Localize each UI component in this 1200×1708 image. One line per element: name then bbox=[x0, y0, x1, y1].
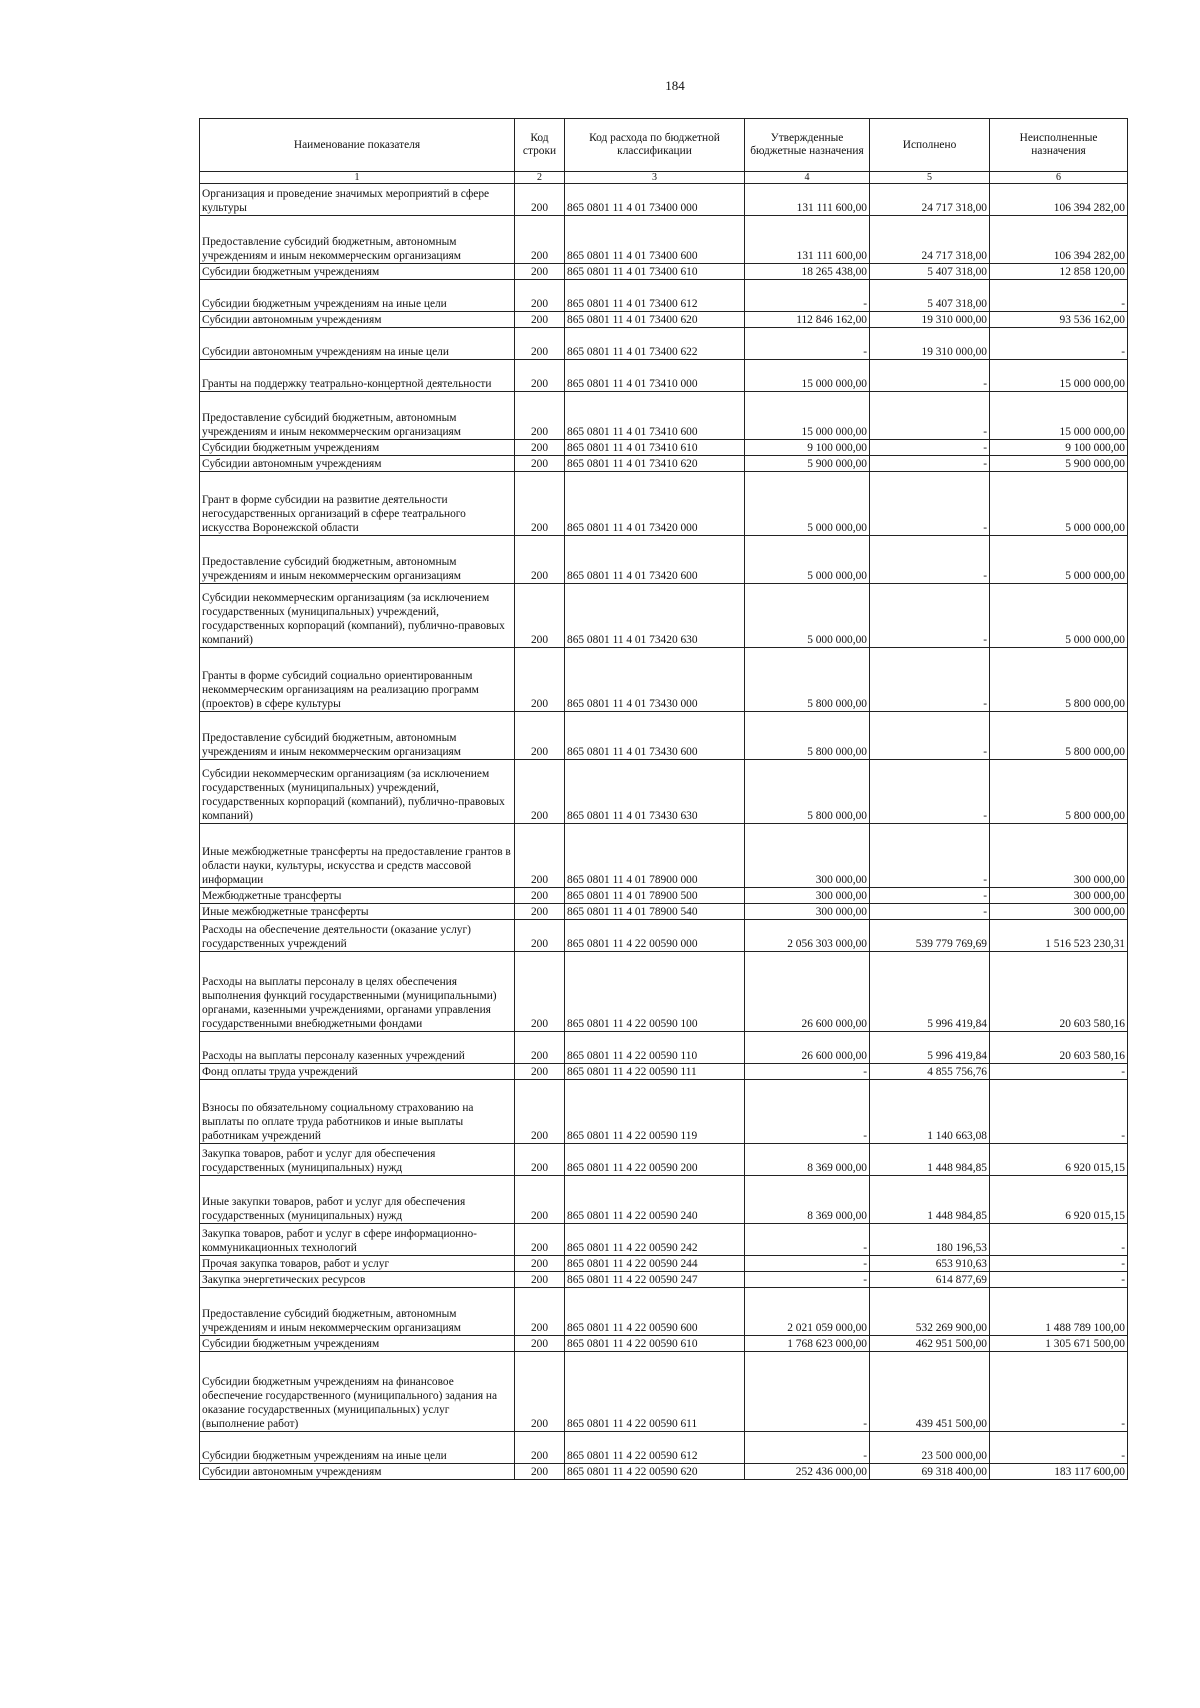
table-row bbox=[200, 760, 1128, 824]
row-name: Расходы на выплаты персоналу в целях обеспечения выполнения функций государственными (муниципальными) органами, казенными учреждениями, органами управления государственными внебюджетными фондами bbox=[200, 952, 515, 1032]
row-classification-code: 865 0801 11 4 22 00590 244 bbox=[565, 1256, 745, 1272]
row-unexecuted: - bbox=[990, 1272, 1128, 1288]
row-line-code: 200 bbox=[515, 280, 565, 312]
row-unexecuted: 5 000 000,00 bbox=[990, 584, 1128, 648]
row-classification-code: 865 0801 11 4 01 73400 600 bbox=[565, 216, 745, 264]
row-executed: - bbox=[870, 360, 990, 392]
row-executed: 5 996 419,84 bbox=[870, 952, 990, 1032]
row-name: Предоставление субсидий бюджетным, автономным учреждениям и иным некоммерческим организациям bbox=[200, 712, 515, 760]
row-approved: - bbox=[745, 1272, 870, 1288]
row-name: Предоставление субсидий бюджетным, автономным учреждениям и иным некоммерческим организациям bbox=[200, 1288, 515, 1336]
row-name: Субсидии бюджетным учреждениям bbox=[200, 1336, 515, 1352]
row-approved: - bbox=[745, 280, 870, 312]
column-number: 2 bbox=[515, 172, 565, 184]
row-line-code: 200 bbox=[515, 1352, 565, 1432]
row-classification-code: 865 0801 11 4 01 73400 620 bbox=[565, 312, 745, 328]
header-unexecuted: Неисполненные назначения bbox=[990, 119, 1128, 172]
row-name: Субсидии бюджетным учреждениям bbox=[200, 440, 515, 456]
row-executed: - bbox=[870, 824, 990, 888]
row-classification-code: 865 0801 11 4 22 00590 119 bbox=[565, 1080, 745, 1144]
table-row bbox=[200, 584, 1128, 648]
row-unexecuted: 93 536 162,00 bbox=[990, 312, 1128, 328]
row-approved: - bbox=[745, 328, 870, 360]
row-executed: - bbox=[870, 456, 990, 472]
row-executed: - bbox=[870, 536, 990, 584]
row-executed: 24 717 318,00 bbox=[870, 216, 990, 264]
row-name: Субсидии автономным учреждениям bbox=[200, 1464, 515, 1480]
table-row bbox=[200, 360, 1128, 392]
column-number: 6 bbox=[990, 172, 1128, 184]
table-row bbox=[200, 1464, 1128, 1480]
row-name: Грант в форме субсидии на развитие деятельности негосударственных организаций в сфере театрального искусства Воронежской области bbox=[200, 472, 515, 536]
row-name: Закупка товаров, работ и услуг в сфере информационно-коммуникационных технологий bbox=[200, 1224, 515, 1256]
row-line-code: 200 bbox=[515, 1432, 565, 1464]
row-line-code: 200 bbox=[515, 1176, 565, 1224]
row-approved: - bbox=[745, 1064, 870, 1080]
row-classification-code: 865 0801 11 4 01 73420 630 bbox=[565, 584, 745, 648]
row-line-code: 200 bbox=[515, 392, 565, 440]
row-line-code: 200 bbox=[515, 1080, 565, 1144]
row-unexecuted: 300 000,00 bbox=[990, 888, 1128, 904]
row-classification-code: 865 0801 11 4 01 73400 000 bbox=[565, 184, 745, 216]
row-line-code: 200 bbox=[515, 1464, 565, 1480]
row-classification-code: 865 0801 11 4 22 00590 612 bbox=[565, 1432, 745, 1464]
row-line-code: 200 bbox=[515, 952, 565, 1032]
row-name: Организация и проведение значимых мероприятий в сфере культуры bbox=[200, 184, 515, 216]
row-executed: - bbox=[870, 760, 990, 824]
row-executed: 1 140 663,08 bbox=[870, 1080, 990, 1144]
row-classification-code: 865 0801 11 4 01 73400 610 bbox=[565, 264, 745, 280]
row-name: Закупка товаров, работ и услуг для обеспечения государственных (муниципальных) нужд bbox=[200, 1144, 515, 1176]
row-name: Субсидии некоммерческим организациям (за исключением государственных (муниципальных) учреждений, государственных корпораций (компаний), публично-правовых компаний) bbox=[200, 760, 515, 824]
row-classification-code: 865 0801 11 4 22 00590 200 bbox=[565, 1144, 745, 1176]
row-approved: 5 000 000,00 bbox=[745, 536, 870, 584]
row-executed: 614 877,69 bbox=[870, 1272, 990, 1288]
table-row bbox=[200, 1064, 1128, 1080]
row-executed: 69 318 400,00 bbox=[870, 1464, 990, 1480]
column-number: 3 bbox=[565, 172, 745, 184]
row-name: Иные межбюджетные трансферты на предоставление грантов в области науки, культуры, искусства и средств массовой информации bbox=[200, 824, 515, 888]
row-unexecuted: 15 000 000,00 bbox=[990, 392, 1128, 440]
row-unexecuted: 20 603 580,16 bbox=[990, 952, 1128, 1032]
row-approved: 131 111 600,00 bbox=[745, 216, 870, 264]
row-line-code: 200 bbox=[515, 1272, 565, 1288]
row-executed: 1 448 984,85 bbox=[870, 1176, 990, 1224]
row-line-code: 200 bbox=[515, 456, 565, 472]
row-unexecuted: - bbox=[990, 1432, 1128, 1464]
row-approved: 2 056 303 000,00 bbox=[745, 920, 870, 952]
row-approved: 26 600 000,00 bbox=[745, 1032, 870, 1064]
table-row bbox=[200, 264, 1128, 280]
row-name: Предоставление субсидий бюджетным, автономным учреждениям и иным некоммерческим организациям bbox=[200, 216, 515, 264]
row-name: Прочая закупка товаров, работ и услуг bbox=[200, 1256, 515, 1272]
table-row bbox=[200, 184, 1128, 216]
row-executed: 5 407 318,00 bbox=[870, 280, 990, 312]
row-line-code: 200 bbox=[515, 760, 565, 824]
row-line-code: 200 bbox=[515, 328, 565, 360]
row-approved: 5 000 000,00 bbox=[745, 584, 870, 648]
row-line-code: 200 bbox=[515, 1224, 565, 1256]
row-line-code: 200 bbox=[515, 712, 565, 760]
table-row bbox=[200, 1176, 1128, 1224]
table-row bbox=[200, 1432, 1128, 1464]
row-classification-code: 865 0801 11 4 22 00590 240 bbox=[565, 1176, 745, 1224]
row-unexecuted: 15 000 000,00 bbox=[990, 360, 1128, 392]
row-unexecuted: - bbox=[990, 1064, 1128, 1080]
row-unexecuted: 106 394 282,00 bbox=[990, 216, 1128, 264]
table-row bbox=[200, 1336, 1128, 1352]
row-executed: 19 310 000,00 bbox=[870, 328, 990, 360]
row-executed: 24 717 318,00 bbox=[870, 184, 990, 216]
row-name: Субсидии бюджетным учреждениям на иные цели bbox=[200, 280, 515, 312]
row-name: Закупка энергетических ресурсов bbox=[200, 1272, 515, 1288]
row-classification-code: 865 0801 11 4 22 00590 611 bbox=[565, 1352, 745, 1432]
row-approved: 15 000 000,00 bbox=[745, 392, 870, 440]
row-unexecuted: 1 516 523 230,31 bbox=[990, 920, 1128, 952]
table-row bbox=[200, 1224, 1128, 1256]
row-line-code: 200 bbox=[515, 184, 565, 216]
row-approved: 5 900 000,00 bbox=[745, 456, 870, 472]
column-number: 1 bbox=[200, 172, 515, 184]
row-executed: 5 407 318,00 bbox=[870, 264, 990, 280]
row-approved: 5 000 000,00 bbox=[745, 472, 870, 536]
row-unexecuted: 5 800 000,00 bbox=[990, 648, 1128, 712]
row-name: Расходы на обеспечение деятельности (оказание услуг) государственных учреждений bbox=[200, 920, 515, 952]
row-line-code: 200 bbox=[515, 264, 565, 280]
header-indicator-name: Наименование показателя bbox=[200, 119, 515, 172]
row-name: Иные закупки товаров, работ и услуг для обеспечения государственных (муниципальных) нужд bbox=[200, 1176, 515, 1224]
table-row bbox=[200, 216, 1128, 264]
row-line-code: 200 bbox=[515, 648, 565, 712]
row-unexecuted: 5 900 000,00 bbox=[990, 456, 1128, 472]
row-name: Субсидии автономным учреждениям bbox=[200, 312, 515, 328]
table-row bbox=[200, 1256, 1128, 1272]
row-line-code: 200 bbox=[515, 536, 565, 584]
row-name: Фонд оплаты труда учреждений bbox=[200, 1064, 515, 1080]
row-name: Гранты в форме субсидий социально ориентированным некоммерческим организациям на реализацию программ (проектов) в сфере культуры bbox=[200, 648, 515, 712]
row-executed: - bbox=[870, 440, 990, 456]
row-approved: 5 800 000,00 bbox=[745, 712, 870, 760]
row-approved: 8 369 000,00 bbox=[745, 1144, 870, 1176]
table-row bbox=[200, 824, 1128, 888]
row-executed: - bbox=[870, 712, 990, 760]
row-unexecuted: 1 488 789 100,00 bbox=[990, 1288, 1128, 1336]
row-line-code: 200 bbox=[515, 904, 565, 920]
row-line-code: 200 bbox=[515, 1336, 565, 1352]
row-approved: 9 100 000,00 bbox=[745, 440, 870, 456]
row-unexecuted: 5 000 000,00 bbox=[990, 536, 1128, 584]
row-name: Межбюджетные трансферты bbox=[200, 888, 515, 904]
row-classification-code: 865 0801 11 4 22 00590 110 bbox=[565, 1032, 745, 1064]
budget-execution-table bbox=[199, 118, 1128, 1480]
header-budget-classification: Код расхода по бюджетной классификации bbox=[565, 119, 745, 172]
row-name: Субсидии некоммерческим организациям (за исключением государственных (муниципальных) учреждений, государственных корпораций (компаний), публично-правовых компаний) bbox=[200, 584, 515, 648]
row-line-code: 200 bbox=[515, 440, 565, 456]
row-line-code: 200 bbox=[515, 472, 565, 536]
row-executed: - bbox=[870, 584, 990, 648]
row-line-code: 200 bbox=[515, 1288, 565, 1336]
row-unexecuted: - bbox=[990, 328, 1128, 360]
header-line-code: Код строки bbox=[515, 119, 565, 172]
row-approved: 252 436 000,00 bbox=[745, 1464, 870, 1480]
row-name: Гранты на поддержку театрально-концертной деятельности bbox=[200, 360, 515, 392]
row-line-code: 200 bbox=[515, 312, 565, 328]
row-unexecuted: 20 603 580,16 bbox=[990, 1032, 1128, 1064]
table-row bbox=[200, 1144, 1128, 1176]
row-approved: - bbox=[745, 1352, 870, 1432]
row-approved: 15 000 000,00 bbox=[745, 360, 870, 392]
row-name: Субсидии бюджетным учреждениям на иные цели bbox=[200, 1432, 515, 1464]
row-classification-code: 865 0801 11 4 22 00590 610 bbox=[565, 1336, 745, 1352]
row-classification-code: 865 0801 11 4 01 78900 500 bbox=[565, 888, 745, 904]
table-row bbox=[200, 328, 1128, 360]
row-classification-code: 865 0801 11 4 22 00590 000 bbox=[565, 920, 745, 952]
row-approved: 112 846 162,00 bbox=[745, 312, 870, 328]
row-executed: - bbox=[870, 472, 990, 536]
row-unexecuted: - bbox=[990, 1352, 1128, 1432]
row-approved: 8 369 000,00 bbox=[745, 1176, 870, 1224]
row-name: Субсидии бюджетным учреждениям bbox=[200, 264, 515, 280]
row-approved: 131 111 600,00 bbox=[745, 184, 870, 216]
row-classification-code: 865 0801 11 4 01 78900 000 bbox=[565, 824, 745, 888]
row-classification-code: 865 0801 11 4 22 00590 600 bbox=[565, 1288, 745, 1336]
row-unexecuted: - bbox=[990, 1080, 1128, 1144]
row-name: Субсидии автономным учреждениям на иные цели bbox=[200, 328, 515, 360]
row-name: Взносы по обязательному социальному страхованию на выплаты по оплате труда работников и иные выплаты работникам учреждений bbox=[200, 1080, 515, 1144]
row-line-code: 200 bbox=[515, 824, 565, 888]
row-line-code: 200 bbox=[515, 1064, 565, 1080]
row-classification-code: 865 0801 11 4 22 00590 111 bbox=[565, 1064, 745, 1080]
header-executed: Исполнено bbox=[870, 119, 990, 172]
row-approved: - bbox=[745, 1224, 870, 1256]
column-number-row bbox=[200, 172, 1128, 184]
row-unexecuted: 12 858 120,00 bbox=[990, 264, 1128, 280]
row-name: Предоставление субсидий бюджетным, автономным учреждениям и иным некоммерческим организациям bbox=[200, 392, 515, 440]
table-body bbox=[200, 184, 1128, 1480]
row-classification-code: 865 0801 11 4 01 73420 600 bbox=[565, 536, 745, 584]
row-classification-code: 865 0801 11 4 01 73400 612 bbox=[565, 280, 745, 312]
row-line-code: 200 bbox=[515, 216, 565, 264]
row-line-code: 200 bbox=[515, 1144, 565, 1176]
row-executed: 23 500 000,00 bbox=[870, 1432, 990, 1464]
row-line-code: 200 bbox=[515, 920, 565, 952]
table-row bbox=[200, 952, 1128, 1032]
table-row bbox=[200, 904, 1128, 920]
row-unexecuted: 300 000,00 bbox=[990, 824, 1128, 888]
row-classification-code: 865 0801 11 4 01 73430 630 bbox=[565, 760, 745, 824]
column-number: 5 bbox=[870, 172, 990, 184]
table-row bbox=[200, 1032, 1128, 1064]
row-classification-code: 865 0801 11 4 01 73430 000 bbox=[565, 648, 745, 712]
row-classification-code: 865 0801 11 4 01 73410 600 bbox=[565, 392, 745, 440]
page-number: 184 bbox=[665, 78, 685, 93]
header-approved: Утвержденные бюджетные назначения bbox=[745, 119, 870, 172]
row-classification-code: 865 0801 11 4 01 78900 540 bbox=[565, 904, 745, 920]
row-name: Субсидии автономным учреждениям bbox=[200, 456, 515, 472]
row-approved: - bbox=[745, 1080, 870, 1144]
row-classification-code: 865 0801 11 4 01 73410 620 bbox=[565, 456, 745, 472]
table-header-row bbox=[200, 119, 1128, 172]
row-executed: 653 910,63 bbox=[870, 1256, 990, 1272]
row-executed: 5 996 419,84 bbox=[870, 1032, 990, 1064]
row-classification-code: 865 0801 11 4 22 00590 100 bbox=[565, 952, 745, 1032]
row-executed: 180 196,53 bbox=[870, 1224, 990, 1256]
row-classification-code: 865 0801 11 4 01 73420 000 bbox=[565, 472, 745, 536]
row-classification-code: 865 0801 11 4 01 73410 610 bbox=[565, 440, 745, 456]
row-classification-code: 865 0801 11 4 01 73430 600 bbox=[565, 712, 745, 760]
row-executed: 439 451 500,00 bbox=[870, 1352, 990, 1432]
row-executed: 4 855 756,76 bbox=[870, 1064, 990, 1080]
row-approved: 18 265 438,00 bbox=[745, 264, 870, 280]
table-row bbox=[200, 648, 1128, 712]
row-unexecuted: 6 920 015,15 bbox=[990, 1144, 1128, 1176]
table-row bbox=[200, 920, 1128, 952]
row-line-code: 200 bbox=[515, 584, 565, 648]
row-unexecuted: 5 800 000,00 bbox=[990, 712, 1128, 760]
row-unexecuted: 6 920 015,15 bbox=[990, 1176, 1128, 1224]
row-approved: 300 000,00 bbox=[745, 824, 870, 888]
table-row bbox=[200, 1288, 1128, 1336]
row-name: Предоставление субсидий бюджетным, автономным учреждениям и иным некоммерческим организациям bbox=[200, 536, 515, 584]
row-line-code: 200 bbox=[515, 360, 565, 392]
row-unexecuted: - bbox=[990, 1224, 1128, 1256]
table-row bbox=[200, 536, 1128, 584]
row-approved: 26 600 000,00 bbox=[745, 952, 870, 1032]
table-row bbox=[200, 280, 1128, 312]
row-unexecuted: 106 394 282,00 bbox=[990, 184, 1128, 216]
table-row bbox=[200, 456, 1128, 472]
column-number: 4 bbox=[745, 172, 870, 184]
row-name: Расходы на выплаты персоналу казенных учреждений bbox=[200, 1032, 515, 1064]
row-approved: 5 800 000,00 bbox=[745, 760, 870, 824]
row-classification-code: 865 0801 11 4 01 73410 000 bbox=[565, 360, 745, 392]
row-executed: - bbox=[870, 392, 990, 440]
table-row bbox=[200, 1080, 1128, 1144]
row-executed: - bbox=[870, 888, 990, 904]
row-approved: - bbox=[745, 1256, 870, 1272]
row-line-code: 200 bbox=[515, 1032, 565, 1064]
row-unexecuted: - bbox=[990, 1256, 1128, 1272]
row-unexecuted: - bbox=[990, 280, 1128, 312]
row-classification-code: 865 0801 11 4 22 00590 247 bbox=[565, 1272, 745, 1288]
row-classification-code: 865 0801 11 4 22 00590 242 bbox=[565, 1224, 745, 1256]
table-row bbox=[200, 712, 1128, 760]
row-executed: 1 448 984,85 bbox=[870, 1144, 990, 1176]
row-approved: - bbox=[745, 1432, 870, 1464]
row-unexecuted: 9 100 000,00 bbox=[990, 440, 1128, 456]
row-name: Субсидии бюджетным учреждениям на финансовое обеспечение государственного (муниципального) задания на оказание государственных (муниципальных) услуг (выполнение работ) bbox=[200, 1352, 515, 1432]
row-executed: 539 779 769,69 bbox=[870, 920, 990, 952]
row-unexecuted: 1 305 671 500,00 bbox=[990, 1336, 1128, 1352]
row-unexecuted: 300 000,00 bbox=[990, 904, 1128, 920]
row-approved: 2 021 059 000,00 bbox=[745, 1288, 870, 1336]
row-approved: 300 000,00 bbox=[745, 904, 870, 920]
row-executed: 532 269 900,00 bbox=[870, 1288, 990, 1336]
row-executed: 19 310 000,00 bbox=[870, 312, 990, 328]
row-unexecuted: 5 000 000,00 bbox=[990, 472, 1128, 536]
table-row bbox=[200, 440, 1128, 456]
row-executed: 462 951 500,00 bbox=[870, 1336, 990, 1352]
row-line-code: 200 bbox=[515, 1256, 565, 1272]
row-approved: 1 768 623 000,00 bbox=[745, 1336, 870, 1352]
row-executed: - bbox=[870, 904, 990, 920]
table-row bbox=[200, 312, 1128, 328]
table-row bbox=[200, 472, 1128, 536]
row-line-code: 200 bbox=[515, 888, 565, 904]
row-name: Иные межбюджетные трансферты bbox=[200, 904, 515, 920]
row-approved: 300 000,00 bbox=[745, 888, 870, 904]
row-classification-code: 865 0801 11 4 01 73400 622 bbox=[565, 328, 745, 360]
table-row bbox=[200, 1352, 1128, 1432]
row-executed: - bbox=[870, 648, 990, 712]
row-classification-code: 865 0801 11 4 22 00590 620 bbox=[565, 1464, 745, 1480]
row-approved: 5 800 000,00 bbox=[745, 648, 870, 712]
table-row bbox=[200, 392, 1128, 440]
table-row bbox=[200, 1272, 1128, 1288]
row-unexecuted: 183 117 600,00 bbox=[990, 1464, 1128, 1480]
table-row bbox=[200, 888, 1128, 904]
row-unexecuted: 5 800 000,00 bbox=[990, 760, 1128, 824]
